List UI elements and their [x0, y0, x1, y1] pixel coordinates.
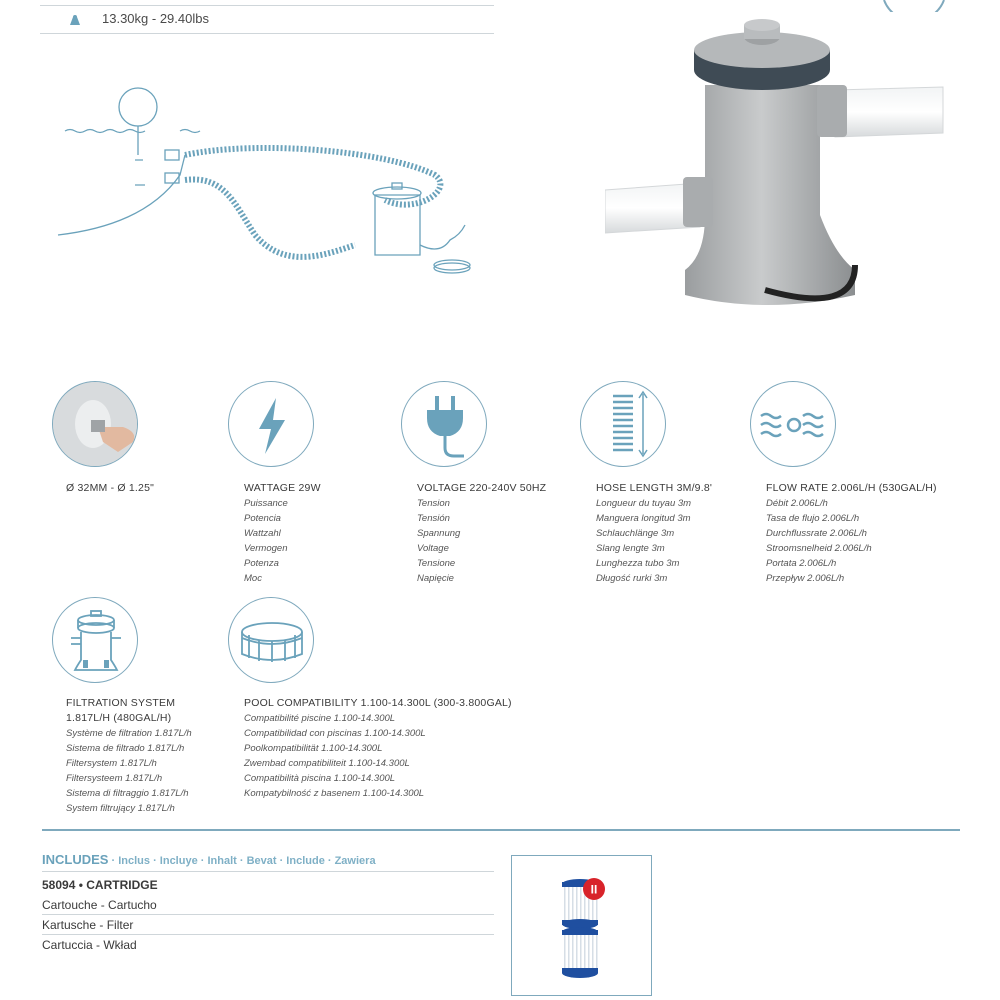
spec-line: Sistema de filtrado 1.817L/h [66, 743, 185, 754]
include-item: Cartuccia - Wkład [42, 938, 137, 952]
water-flow-icon [750, 381, 836, 467]
weight-icon [68, 13, 82, 31]
spec-line: Système de filtration 1.817L/h [66, 728, 192, 739]
include-item: Cartouche - Cartucho [42, 898, 157, 912]
cartridge-image-frame [511, 855, 652, 996]
spec-line: Kompatybilność z basenem 1.100-14.300L [244, 788, 425, 799]
spec-line: Tasa de flujo 2.006L/h [766, 513, 860, 524]
pool-icon [228, 597, 314, 683]
spec-line: Tensión [417, 513, 450, 524]
weight-row [40, 6, 494, 32]
spec-title: FLOW RATE 2.006L/H (530GAL/H) [766, 482, 937, 494]
includes-subtitle: · Inclus · Incluye · Inhalt · Bevat · Include · Zawiera [108, 855, 376, 867]
weight-text: 13.30kg - 29.40lbs [102, 11, 209, 26]
spec-line: Tensione [417, 558, 456, 569]
include-item: Kartusche - Filter [42, 918, 134, 932]
includes-title: INCLUDES [42, 852, 109, 867]
spec-line: Potencia [244, 513, 281, 524]
spec-title: HOSE LENGTH 3M/9.8' [596, 482, 713, 494]
spec-block-flow-rate [766, 481, 937, 586]
spec-line: Sistema di filtraggio 1.817L/h [66, 788, 189, 799]
power-plug-icon [401, 381, 487, 467]
badge-arc-icon [880, 0, 950, 12]
spec-line: Compatibilidad con piscinas 1.100-14.300L [244, 728, 426, 739]
spec-line: Manguera longitud 3m [596, 513, 691, 524]
spec-block-voltage [417, 481, 546, 586]
hose-connector-icon [52, 381, 138, 467]
spec-line: Spannung [417, 528, 461, 539]
filter-pump-image [605, 15, 945, 315]
spec-line: Filtersystem 1.817L/h [66, 758, 157, 769]
spec-title: FILTRATION SYSTEM [66, 697, 176, 709]
spec-line: Napięcie [417, 573, 454, 584]
spec-block-hose-length [596, 481, 712, 586]
spec-block-wattage [244, 481, 321, 586]
spec-line: Poolkompatibilität 1.100-14.300L [244, 743, 383, 754]
spec-line: Puissance [244, 498, 288, 509]
spec-line: Compatibilité piscine 1.100-14.300L [244, 713, 396, 724]
includes-divider [42, 871, 494, 872]
spec-title: Ø 32MM - Ø 1.25" [66, 482, 155, 494]
cartridge-image [512, 856, 650, 994]
spec-line: Durchflussrate 2.006L/h [766, 528, 867, 539]
spec-title: POOL COMPATIBILITY 1.100-14.300L (300-3.800GAL) [244, 697, 512, 709]
spec-title: WATTAGE 29W [244, 482, 321, 494]
spec-line: Compatibilità piscina 1.100-14.300L [244, 773, 396, 784]
installation-diagram [55, 85, 485, 295]
spec-block-pool [244, 696, 512, 801]
spec-line: Vermogen [244, 543, 288, 554]
includes-heading [42, 852, 376, 867]
weight-divider [40, 33, 494, 34]
hose-length-icon [580, 381, 666, 467]
spec-line: Portata 2.006L/h [766, 558, 837, 569]
spec-line: Slang lengte 3m [596, 543, 665, 554]
spec-line: Długość rurki 3m [596, 573, 668, 584]
spec-title: VOLTAGE 220-240V 50HZ [417, 482, 547, 494]
spec-line: Lunghezza tubo 3m [596, 558, 680, 569]
spec-line: Schlauchlänge 3m [596, 528, 675, 539]
spec-line: Przepływ 2.006L/h [766, 573, 845, 584]
spec-title-2: 1.817L/H (480GAL/H) [66, 712, 172, 724]
spec-line: Longueur du tuyau 3m [596, 498, 692, 509]
filter-pump-icon [52, 597, 138, 683]
spec-line: Débit 2.006L/h [766, 498, 828, 509]
spec-block-filtration [66, 696, 192, 816]
spec-line: Zwembad compatibiliteit 1.100-14.300L [244, 758, 410, 769]
include-item: 58094 • CARTRIDGE [42, 878, 158, 892]
spec-line: Filtersysteem 1.817L/h [66, 773, 163, 784]
cartridge-type-label: II [590, 882, 598, 897]
lightning-bolt-icon [228, 381, 314, 467]
spec-line: Voltage [417, 543, 449, 554]
spec-line: Moc [244, 573, 262, 584]
section-divider [42, 829, 960, 831]
spec-line: System filtrujący 1.817L/h [66, 803, 175, 814]
spec-line: Stroomsnelheid 2.006L/h [766, 543, 872, 554]
includes-divider [42, 934, 494, 935]
spec-line: Potenza [244, 558, 279, 569]
spec-line: Tension [417, 498, 450, 509]
includes-divider [42, 914, 494, 915]
spec-line: Wattzahl [244, 528, 281, 539]
